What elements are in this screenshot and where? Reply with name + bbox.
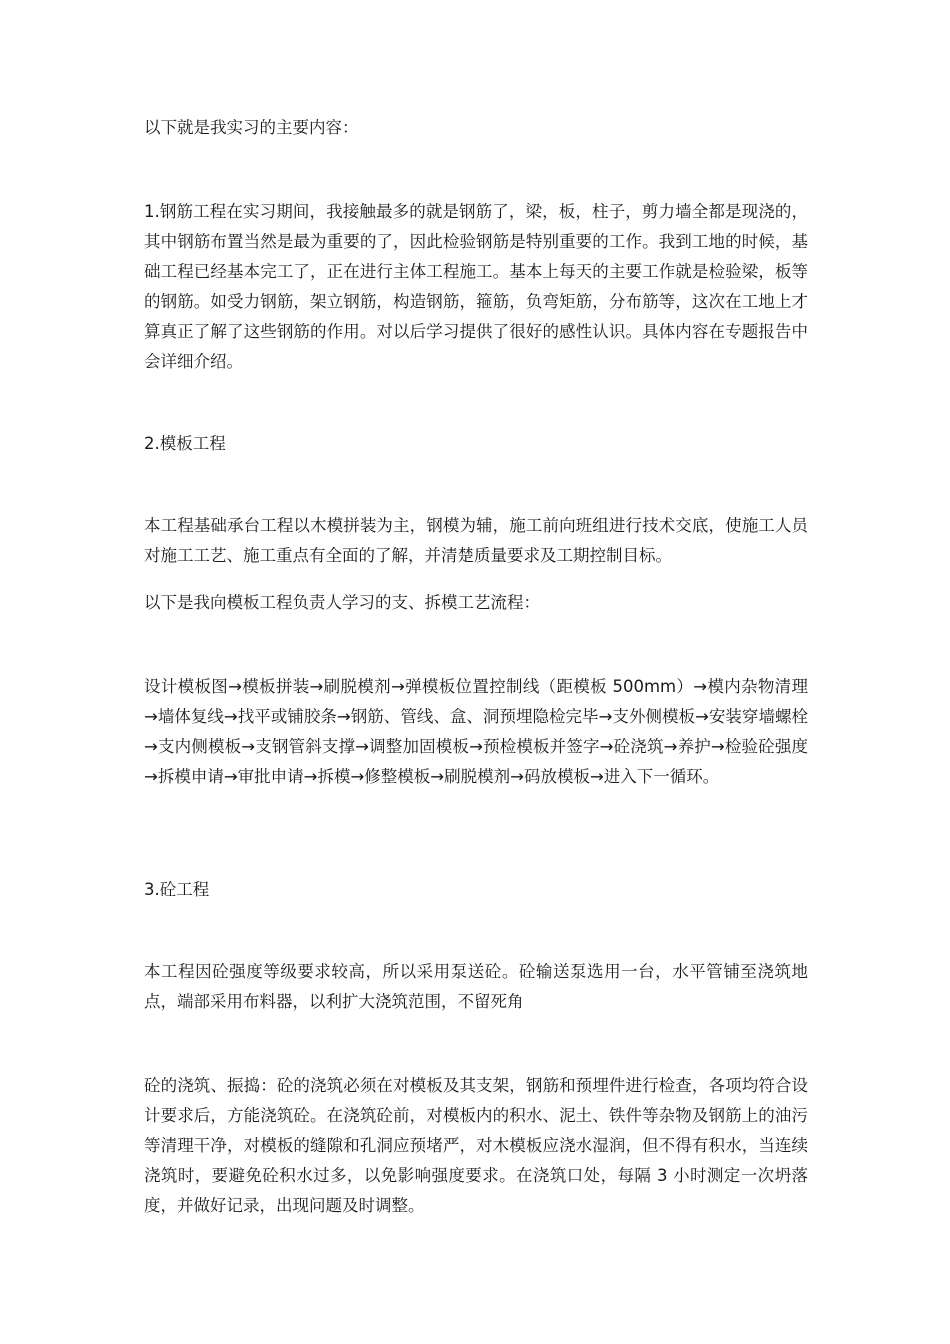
intro-text: 以下就是我实习的主要内容： xyxy=(144,118,359,137)
pouring-paragraph: 砼的浇筑、振捣：砼的浇筑必须在对模板及其支架，钢筋和预埋件进行检查，各项均符合设计要求后，方能浇筑砼。在浇筑砼前，对模板内的积水、泥土、铁件等杂物及钢筋上的油污等清理干净，对模板的缝隙和孔洞应预堵严，对木模板应浇水湿润，但不得有积水，当连续浇筑时，要避免砼积水过多，以免影响强度要求。在浇筑口处，每隔 3 小时测定一次坍落度，并做好记录，出现问题及时调整。 xyxy=(144,1076,808,1215)
formwork-paragraph: 本工程基础承台工程以木模拼装为主，钢模为辅，施工前向班组进行技术交底，使施工人员对施工工艺、施工重点有全面的了解，并清楚质量要求及工期控制目标。 xyxy=(144,516,808,565)
rebar-paragraph: 1.钢筋工程在实习期间，我接触最多的就是钢筋了，梁，板，柱子，剪力墙全都是现浇的，其中钢筋布置当然是最为重要的了，因此检验钢筋是特别重要的工作。我到工地的时候，基础工程已经基本完工了，正在进行主体工程施工。基本上每天的主要工作就是检验梁，板等的钢筋。如受力钢筋，架立钢筋，构造钢筋，箍筋，负弯矩筋，分布筋等，这次在工地上才算真正了解了这些钢筋的作用。对以后学习提供了很好的感性认识。具体内容在专题报告中会详细介绍。 xyxy=(144,202,808,371)
formwork-process-intro: 以下是我向模板工程负责人学习的支、拆模工艺流程： xyxy=(144,593,540,612)
concrete-heading: 3.砼工程 xyxy=(144,880,210,899)
formwork-heading: 2.模板工程 xyxy=(144,434,226,453)
concrete-paragraph: 本工程因砼强度等级要求较高，所以采用泵送砼。砼输送泵选用一台，水平管铺至浇筑地点，端部采用布料器，以利扩大浇筑范围，不留死角 xyxy=(144,962,808,1011)
formwork-flow-paragraph: 设计模板图→模板拼装→刷脱模剂→弹模板位置控制线（距模板 500mm）→模内杂物清理→墙体复线→找平或铺胶条→钢筋、管线、盒、洞预埋隐检完毕→支外侧模板→安装穿墙螺栓→支内侧模板→支钢管斜支撑→调整加固模板→预检模板并签字→砼浇筑→养护→检验砼强度→拆模申请→审批申请→拆模→修整模板→刷脱模剂→码放模板→进入下一循环。 xyxy=(144,677,808,786)
